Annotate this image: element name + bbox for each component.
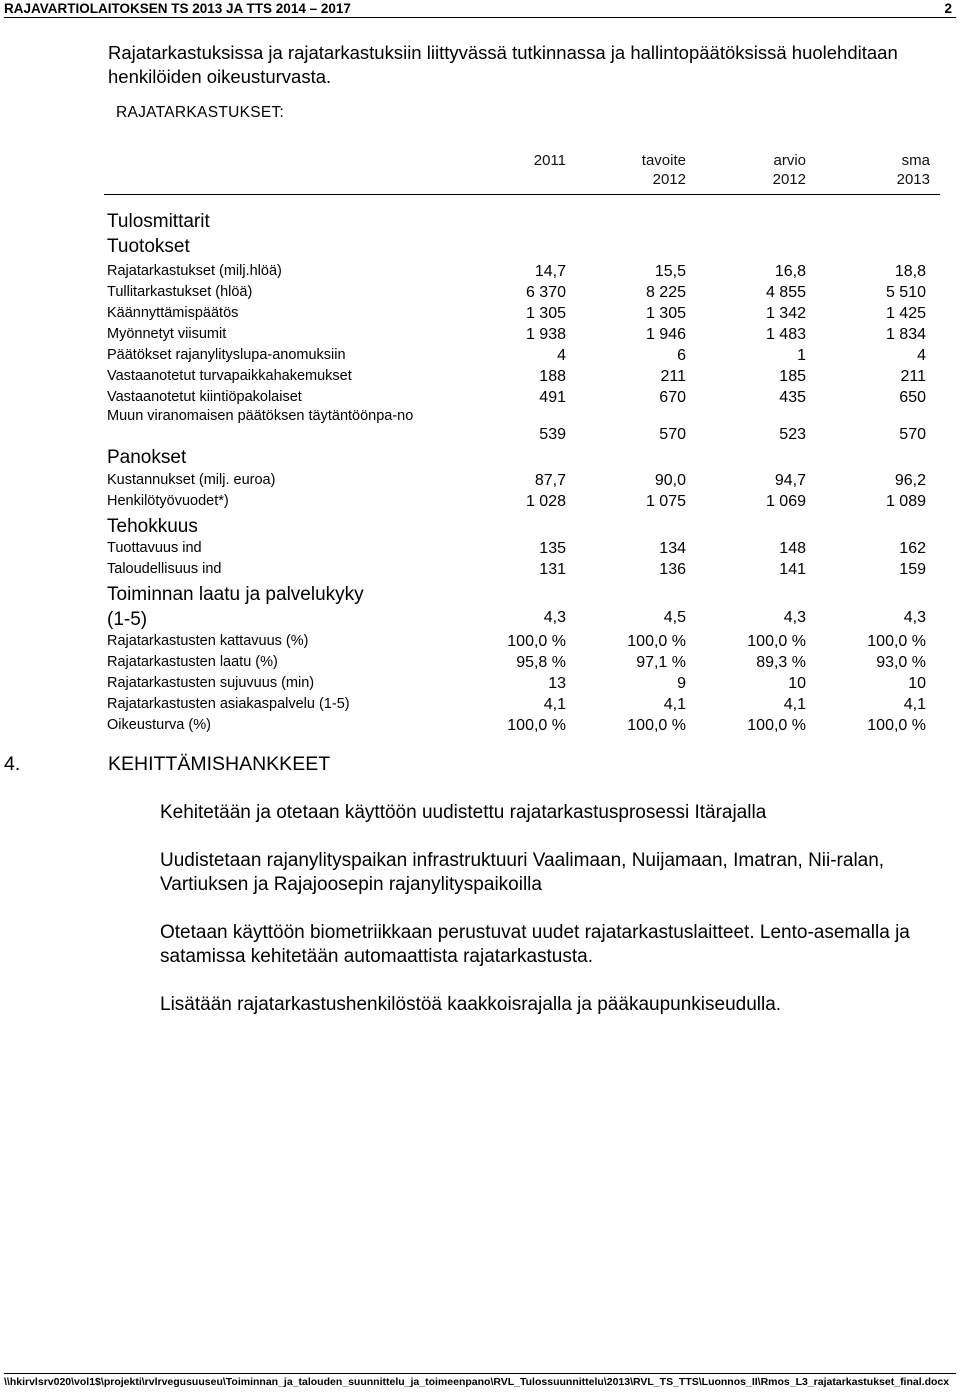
row-label: Tuottavuus ind bbox=[107, 540, 202, 556]
row-value: 1 834 bbox=[885, 326, 926, 343]
row-value: 14,7 bbox=[534, 263, 566, 280]
row-value: 4,1 bbox=[783, 696, 806, 713]
row-label: Myönnetyt viisumit bbox=[107, 326, 227, 342]
column-header-line2: 2012 bbox=[772, 171, 806, 188]
row-value: 131 bbox=[539, 561, 566, 578]
row-value: 1 069 bbox=[765, 493, 806, 510]
row-value: 4,1 bbox=[903, 696, 926, 713]
row-value: 211 bbox=[900, 368, 926, 385]
row-value: 9 bbox=[677, 675, 686, 692]
row-value: 1 bbox=[797, 347, 806, 364]
development-list bbox=[160, 801, 920, 1041]
row-value: 1 946 bbox=[645, 326, 686, 343]
row-label: (1-5) bbox=[107, 609, 148, 630]
file-path-footer: \\hkirvlsrv020\vol1$\projekti\rvlrvegusuuseu\Toiminnan_ja_talouden_suunnittelu_ja_toimeenpano\RVL_Tulossuunnittelu\2013\RVL_TS_TTS\Luonnos_II\Rmos_L3_rajatarkastukset_final.docx bbox=[4, 1373, 956, 1389]
row-label: Tehokkuus bbox=[107, 516, 198, 537]
row-value: 6 370 bbox=[525, 284, 566, 301]
row-value: 1 305 bbox=[525, 305, 566, 322]
row-label: Panokset bbox=[107, 447, 187, 468]
row-value: 4,1 bbox=[543, 696, 566, 713]
row-value: 570 bbox=[659, 426, 686, 443]
row-label: Muun viranomaisen päätöksen täytäntöönpa-no bbox=[107, 408, 414, 424]
row-value: 4 bbox=[917, 347, 926, 364]
row-value: 15,5 bbox=[654, 263, 686, 280]
row-value: 159 bbox=[899, 561, 926, 578]
row-value: 136 bbox=[659, 561, 686, 578]
row-label: Rajatarkastusten laatu (%) bbox=[107, 654, 278, 670]
row-value: 100,0 % bbox=[627, 633, 686, 650]
column-header bbox=[716, 151, 806, 189]
row-value: 539 bbox=[539, 426, 566, 443]
row-value: 100,0 % bbox=[747, 633, 806, 650]
row-value: 8 225 bbox=[645, 284, 686, 301]
column-header-line1: 2011 bbox=[533, 152, 566, 169]
row-value: 18,8 bbox=[894, 263, 926, 280]
row-value: 100,0 % bbox=[507, 717, 566, 734]
column-header-line1: sma bbox=[901, 152, 930, 169]
table-column-headers bbox=[104, 147, 940, 195]
column-header-line1: arvio bbox=[773, 152, 806, 169]
row-value: 100,0 % bbox=[867, 717, 926, 734]
row-value: 1 305 bbox=[645, 305, 686, 322]
row-label: Tuotokset bbox=[107, 236, 190, 257]
row-value: 10 bbox=[908, 675, 926, 692]
row-label: Päätökset rajanylityslupa-anomuksiin bbox=[107, 347, 346, 363]
row-value: 135 bbox=[539, 540, 566, 557]
row-value: 96,2 bbox=[894, 472, 926, 489]
row-value: 13 bbox=[548, 675, 566, 692]
development-number: 4. bbox=[4, 753, 21, 775]
row-value: 100,0 % bbox=[507, 633, 566, 650]
row-label: Taloudellisuus ind bbox=[107, 561, 222, 577]
header-title: RAJAVARTIOLAITOKSEN TS 2013 JA TTS 2014 – 2017 bbox=[4, 1, 351, 16]
row-label: Tullitarkastukset (hlöä) bbox=[107, 284, 253, 300]
row-value: 100,0 % bbox=[867, 633, 926, 650]
development-item: Lisätään rajatarkastushenkilöstöä kaakkoisrajalla ja pääkaupunkiseudulla. bbox=[160, 994, 782, 1015]
row-value: 90,0 bbox=[654, 472, 686, 489]
row-value: 141 bbox=[779, 561, 806, 578]
development-item: Otetaan käyttöön biometriikkaan perustuvat uudet rajatarkastuslaitteet. Lento-asemalla ja satamissa kehitetään automaattista rajatarkastusta. bbox=[160, 922, 910, 967]
row-label: Rajatarkastusten asiakaspalvelu (1-5) bbox=[107, 696, 350, 712]
column-header-line1: tavoite bbox=[641, 152, 686, 169]
row-value: 1 483 bbox=[765, 326, 806, 343]
row-value: 1 089 bbox=[885, 493, 926, 510]
row-value: 100,0 % bbox=[627, 717, 686, 734]
row-label: Käännyttämispäätös bbox=[107, 305, 239, 321]
development-item: Uudistetaan rajanylityspaikan infrastruktuuri Vaalimaan, Nuijamaan, Imatran, Nii-ralan, Vartiuksen ja Rajajoosepin rajanylityspaikoilla bbox=[160, 850, 885, 895]
row-value: 16,8 bbox=[774, 263, 806, 280]
development-title: KEHITTÄMISHANKKEET bbox=[108, 753, 331, 775]
row-value: 4,3 bbox=[903, 609, 926, 626]
row-label: Rajatarkastusten sujuvuus (min) bbox=[107, 675, 315, 691]
row-value: 162 bbox=[899, 540, 926, 557]
column-header-line2: 2013 bbox=[896, 171, 930, 188]
row-value: 4,1 bbox=[663, 696, 686, 713]
row-value: 5 510 bbox=[885, 284, 926, 301]
row-value: 87,7 bbox=[534, 472, 566, 489]
row-value: 4 bbox=[557, 347, 566, 364]
row-value: 1 028 bbox=[525, 493, 566, 510]
row-value: 134 bbox=[659, 540, 686, 557]
row-value: 670 bbox=[659, 389, 686, 406]
row-value: 95,8 % bbox=[516, 654, 566, 671]
row-value: 6 bbox=[677, 347, 686, 364]
row-value: 435 bbox=[779, 389, 806, 406]
row-label: Oikeusturva (%) bbox=[107, 717, 211, 733]
row-value: 1 425 bbox=[885, 305, 926, 322]
row-value: 4,3 bbox=[783, 609, 806, 626]
row-label: Vastaanotetut turvapaikkahakemukset bbox=[107, 368, 352, 384]
row-label: Rajatarkastusten kattavuus (%) bbox=[107, 633, 309, 649]
row-value: 4,3 bbox=[543, 609, 566, 626]
row-value: 100,0 % bbox=[747, 717, 806, 734]
row-value: 1 075 bbox=[645, 493, 686, 510]
row-value: 570 bbox=[899, 426, 926, 443]
row-label: Toiminnan laatu ja palvelukyky bbox=[107, 584, 364, 605]
row-value: 491 bbox=[539, 389, 566, 406]
page-number: 2 bbox=[944, 1, 952, 16]
row-value: 185 bbox=[779, 368, 806, 385]
column-header bbox=[596, 151, 686, 189]
row-value: 523 bbox=[779, 426, 806, 443]
row-value: 1 938 bbox=[525, 326, 566, 343]
row-label: Kustannukset (milj. euroa) bbox=[107, 472, 276, 488]
intro-paragraph: Rajatarkastuksissa ja rajatarkastuksiin liittyvässä tutkinnassa ja hallintopäätöksissä huolehditaan henkilöiden oikeusturvasta. bbox=[108, 42, 898, 87]
column-header bbox=[476, 151, 566, 170]
row-value: 211 bbox=[660, 368, 686, 385]
row-value: 188 bbox=[539, 368, 566, 385]
row-value: 650 bbox=[899, 389, 926, 406]
development-item: Kehitetään ja otetaan käyttöön uudistettu rajatarkastusprosessi Itärajalla bbox=[160, 802, 767, 823]
row-label: Tulosmittarit bbox=[107, 211, 210, 232]
row-value: 93,0 % bbox=[876, 654, 926, 671]
column-header-line2: 2012 bbox=[652, 171, 686, 188]
row-value: 148 bbox=[779, 540, 806, 557]
row-label: Henkilötyövuodet*) bbox=[107, 493, 229, 509]
development-heading bbox=[4, 753, 330, 776]
section-heading: RAJATARKASTUKSET: bbox=[116, 104, 285, 121]
row-label: Vastaanotetut kiintiöpakolaiset bbox=[107, 389, 302, 405]
row-value: 89,3 % bbox=[756, 654, 806, 671]
row-value: 4,5 bbox=[663, 609, 686, 626]
row-value: 10 bbox=[788, 675, 806, 692]
page-header bbox=[4, 0, 956, 18]
column-header bbox=[840, 151, 930, 189]
row-value: 94,7 bbox=[774, 472, 806, 489]
row-label: Rajatarkastukset (milj.hlöä) bbox=[107, 263, 282, 279]
row-value: 97,1 % bbox=[636, 654, 686, 671]
row-value: 4 855 bbox=[765, 284, 806, 301]
row-value: 1 342 bbox=[765, 305, 806, 322]
